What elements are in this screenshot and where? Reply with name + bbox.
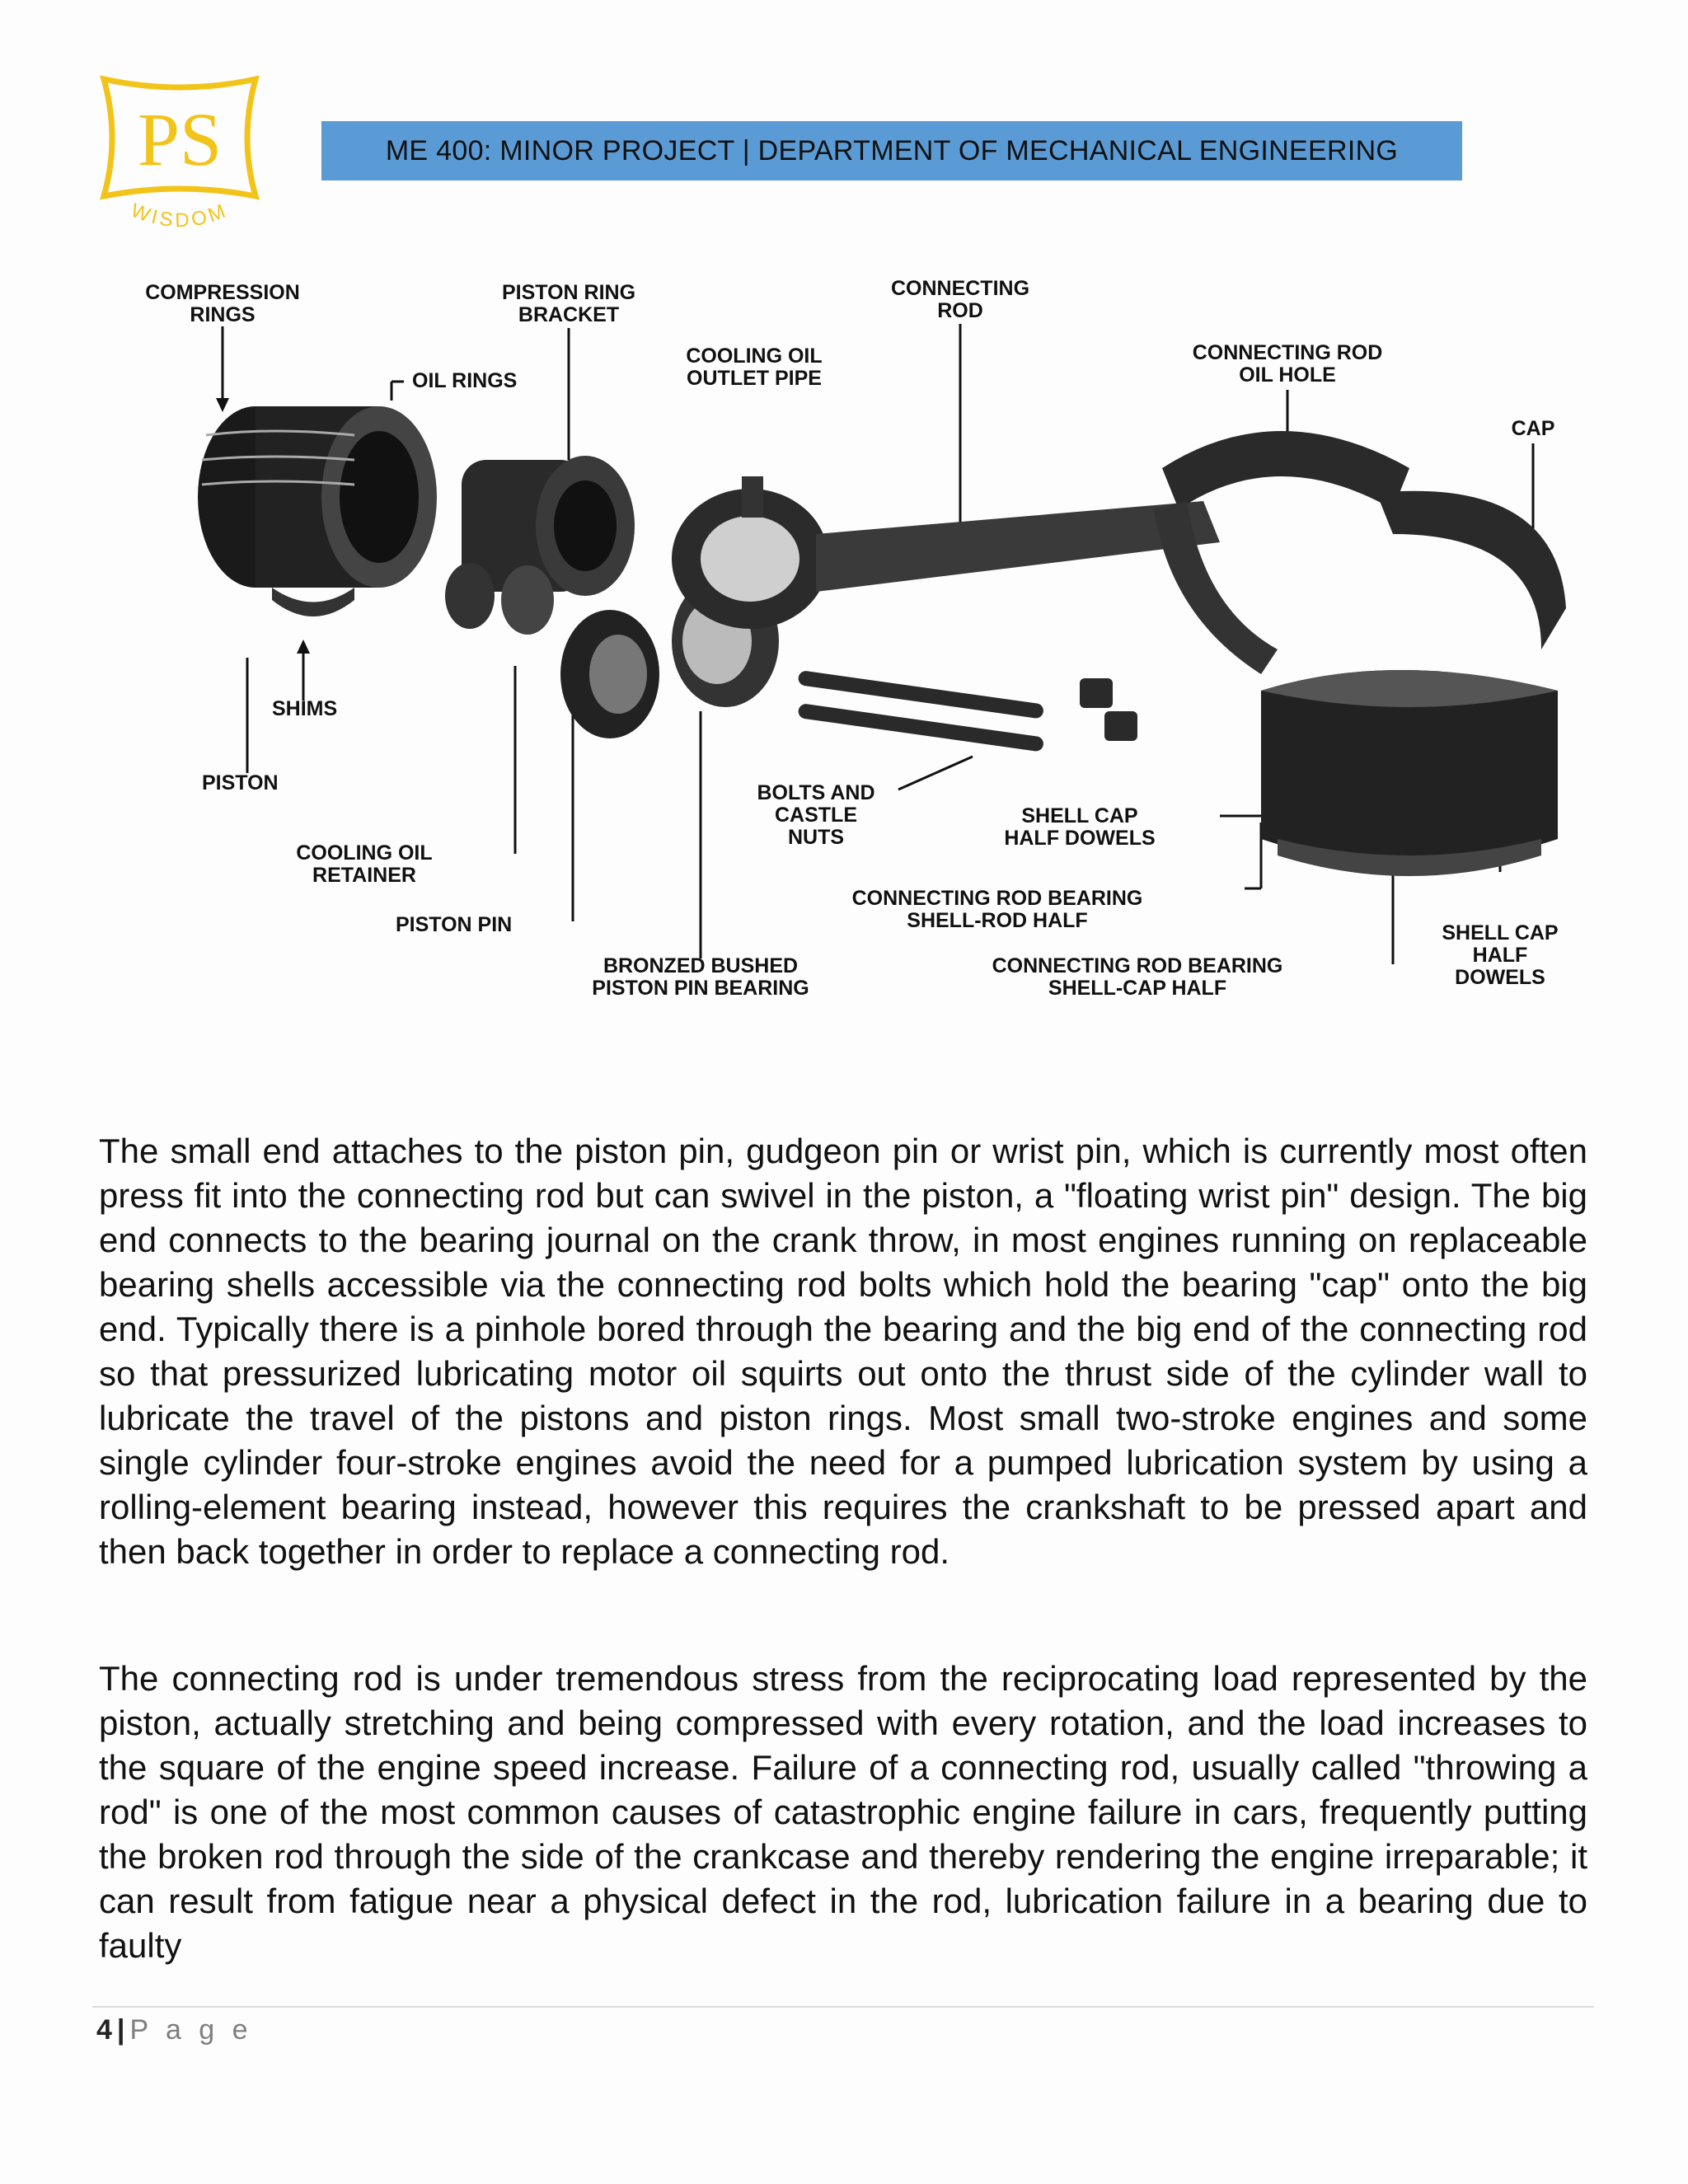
label-shell-cap-dowels-2: HALF DOWELS <box>1004 827 1156 850</box>
label-bolts-3: NUTS <box>787 826 845 849</box>
label-bolts-1: BOLTS AND <box>757 781 875 804</box>
label-cooling-oil-outlet-1: COOLING OIL <box>686 344 823 368</box>
footer-separator: | <box>116 2014 125 2046</box>
bolts-and-castle-nuts-illustration <box>797 670 1137 752</box>
ps-wisdom-logo <box>92 73 267 246</box>
label-cooling-oil-retainer-2: RETAINER <box>312 864 416 887</box>
label-bronzed-bushed-2: PISTON PIN BEARING <box>592 977 809 1000</box>
paragraph-small-end: The small end attaches to the piston pin, gudgeon pin or wrist pin, which is currently most often press fit into the connecting rod but can swivel in the piston, a "floating wrist pin" design. The big end connects to the bearing journal on the crank throw, in most engines running on replaceable bearing shells accessible via the connecting rod bolts which hold the bearing "cap" onto the big end. Typically there is a pinhole bored through the bearing and the big end of the connecting rod so that pressurized lubricating motor oil squirts out onto the thrust side of the cylinder wall to lubricate the travel of the pistons and piston rings. Most small two-stroke engines and some single cylinder four-stroke engines avoid the need for a pumped lubrication system by using a rolling-element bearing instead, however this requires the crankshaft to be pressed apart and then back together in order to replace a connecting rod. <box>99 1132 1587 1571</box>
label-rod-oil-hole-2: OIL HOLE <box>1239 363 1336 387</box>
piston-ring-bracket-illustration <box>445 456 635 635</box>
footer-divider <box>92 2006 1594 2008</box>
logo-tagline: WISDOM <box>128 199 232 232</box>
logo-letters: PS <box>137 97 223 181</box>
label-cooling-oil-retainer-1: COOLING OIL <box>296 841 433 865</box>
connecting-rod-illustration <box>672 431 1409 674</box>
label-compression-rings-1: COMPRESSION <box>145 281 300 304</box>
label-cap: CAP <box>1511 417 1555 440</box>
cap-and-bearing-shells-illustration <box>1261 491 1566 876</box>
label-piston: PISTON <box>202 771 279 794</box>
piston-illustration <box>198 406 437 616</box>
label-shims: SHIMS <box>272 697 338 720</box>
label-shell-cap-half-dowels-1: SHELL CAP <box>1442 921 1559 944</box>
label-oil-rings: OIL RINGS <box>412 369 518 392</box>
label-rod-bearing-cap-half-2: SHELL-CAP HALF <box>1048 977 1227 1000</box>
label-rod-bearing-cap-half-1: CONNECTING ROD BEARING <box>992 954 1283 977</box>
page-footer <box>96 2014 253 2046</box>
label-compression-rings-2: RINGS <box>190 303 256 326</box>
label-shell-cap-dowels-1: SHELL CAP <box>1021 804 1138 827</box>
label-connecting-rod-1: CONNECTING <box>890 277 1030 300</box>
label-bronzed-bushed-1: BRONZED BUSHED <box>603 954 799 977</box>
label-shell-cap-half-dowels-2: HALF <box>1472 944 1528 967</box>
connecting-rod-exploded-diagram <box>107 262 1591 1020</box>
label-piston-pin: PISTON PIN <box>396 913 513 936</box>
paragraph-connecting-rod-stress: The connecting rod is under tremendous stress from the reciprocating load represented by the piston, actually stretching and being compressed with every rotation, and the load increases to the square of the engine speed increase. Failure of a connecting rod, usually called "throwing a rod" is one of the most common causes of catastrophic engine failure in cars, frequently putting the broken rod through the side of the crankcase and thereby rendering the engine irreparable; it can result from fatigue near a physical defect in the rod, lubrication failure in a bearing due to faulty <box>99 1659 1587 1965</box>
label-piston-ring-bracket-2: BRACKET <box>518 303 620 326</box>
label-cooling-oil-outlet-2: OUTLET PIPE <box>687 367 822 390</box>
label-connecting-rod-2: ROD <box>937 299 983 322</box>
course-header-banner: ME 400: MINOR PROJECT | DEPARTMENT OF MECHANICAL ENGINEERING <box>321 121 1462 180</box>
label-rod-bearing-rod-half-1: CONNECTING ROD BEARING <box>851 887 1143 910</box>
label-rod-bearing-rod-half-2: SHELL-ROD HALF <box>907 909 1088 932</box>
label-shell-cap-half-dowels-3: DOWELS <box>1455 966 1545 989</box>
label-piston-ring-bracket-1: PISTON RING <box>501 281 636 304</box>
page-word: P a g e <box>129 2014 253 2046</box>
label-bolts-2: CASTLE <box>775 804 857 827</box>
label-rod-oil-hole-1: CONNECTING ROD <box>1192 341 1383 364</box>
page-number: 4 <box>96 2014 112 2046</box>
